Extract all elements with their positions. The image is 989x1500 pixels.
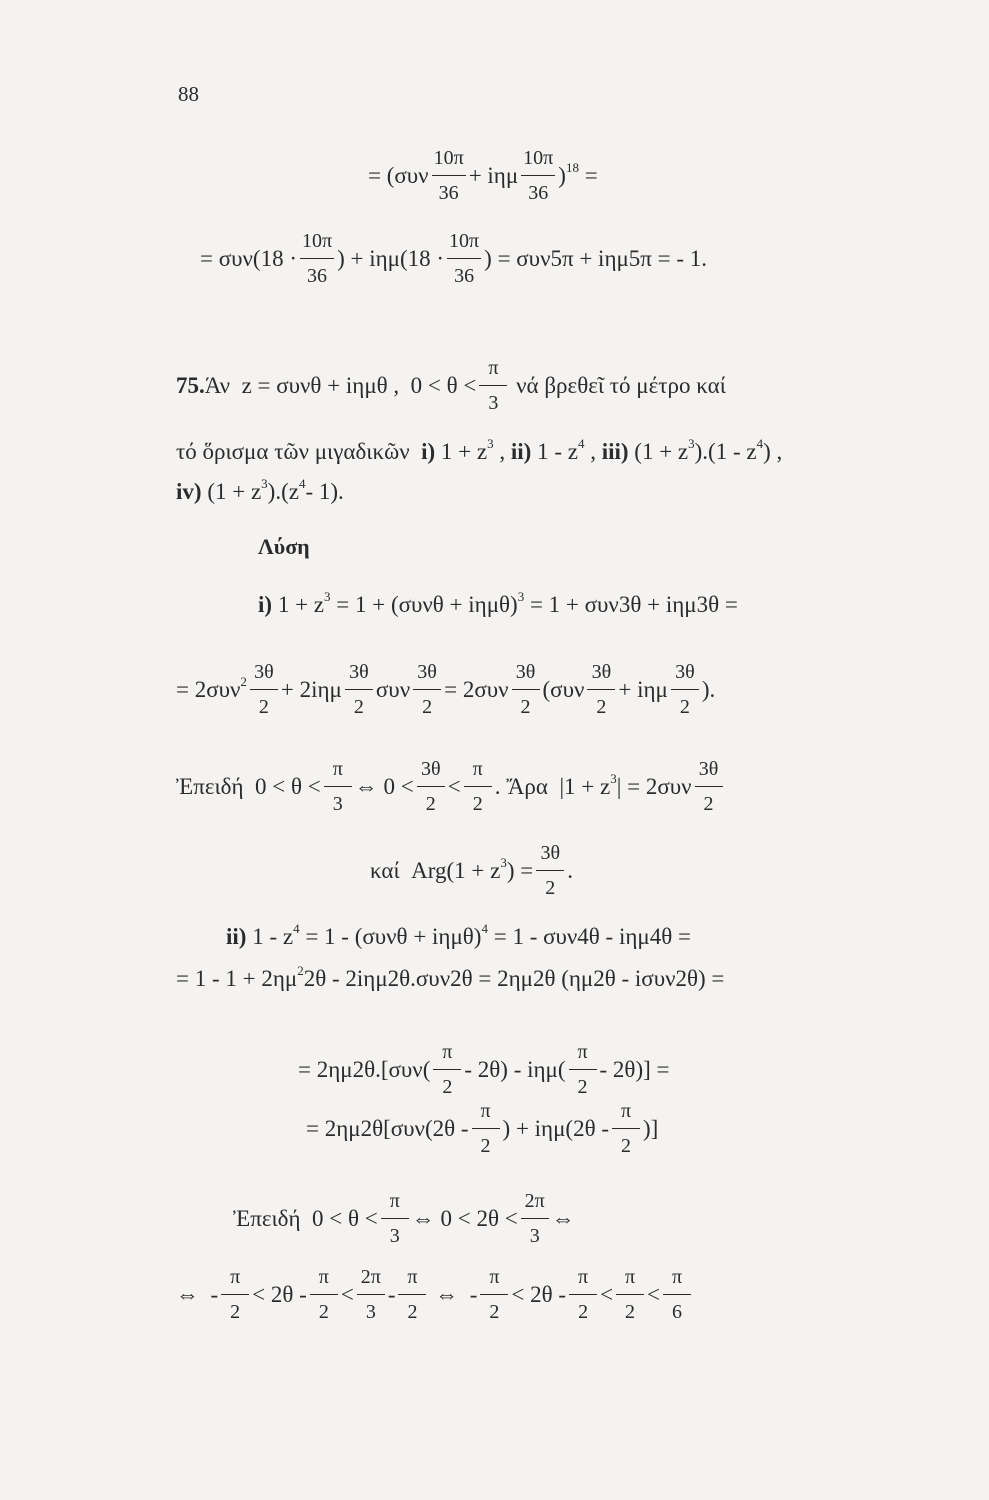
- page-number: 88: [178, 82, 199, 106]
- part-ii-line-6: ⇔ - $\frac{\pi}{2}$ < 2θ - $\frac{\pi}{2}$ < $\frac{2\pi}{3}$ - $\frac{\pi}{2}$ ⇔ - $\frac{\pi}{2}$ < 2θ - $\frac{\pi}{2}$ < $\frac{\pi}{2}$ < $\frac{\pi}{6}$: [176, 1267, 694, 1322]
- part-ii-line-3: = 2ημ2θ.[συν( $\frac{\pi}{2}$ - 2θ) - iημ( $\frac{\pi}{2}$ - 2θ)] =: [298, 1041, 670, 1098]
- part-i-line-3: Ἐπειδή 0 < θ < $\frac{\pi}{3}$ ⇔ 0 < $\frac{3\theta}{2}$ < $\frac{\pi}{2}$ . Ἄρα |1 + z $^3$ | = 2συν $\frac{3\theta}{2}$: [176, 759, 726, 814]
- fraction: $\frac{\pi}{3}$: [479, 358, 507, 413]
- problem-75-line-2: τό ὅρισμα τῶν μιγαδικῶν i) 1 + z $^3$ , ii) 1 - z $^4$ , iii) (1 + z $^3$ ).(1 - z $^4$ ) ,: [176, 436, 783, 464]
- part-ii-line-5: Ἐπειδή 0 < θ < $\frac{\pi}{3}$ ⇔ 0 < 2θ < $\frac{2\pi}{3}$ ⇔: [233, 1190, 575, 1247]
- problem-number: 75.: [176, 372, 205, 398]
- solution-heading: Λύση: [258, 534, 310, 559]
- part-i-line-2: = 2συν $^2$ $\frac{3\theta}{2}$ + 2iημ $\frac{3\theta}{2}$ συν $\frac{3\theta}{2}$ = 2συν $\frac{3\theta}{2}$ (συν $\frac{3\theta}{2}$ + iημ $\frac{3\theta}{2}$ ).: [176, 661, 716, 718]
- part-ii-line-1: ii) 1 - z $^4$ = 1 - (συνθ + iημθ) $^4$ = 1 - συν4θ - iημ4θ =: [226, 921, 691, 949]
- fraction: $\frac{10\pi}{36}$: [433, 147, 464, 204]
- problem-75-line-1: 75. Άν z = συνθ + iημθ , 0 < θ < $\frac{\pi}{3}$ νά βρεθεῖ τό μέτρο καί: [176, 357, 726, 414]
- fraction: $\frac{10\pi}{36}$: [449, 230, 480, 287]
- equation-line-2: = συν(18 · $\frac{10\pi}{36}$ ) + iημ(18 · $\frac{10\pi}{36}$ ) = συν5π + iημ5π = - 1.: [200, 230, 708, 287]
- problem-75-line-3: iv) (1 + z $^3$ ).(z $^4$ - 1).: [176, 476, 344, 504]
- part-i-line-4: καί Arg(1 + z $^3$ ) = $\frac{3\theta}{2}$ .: [370, 842, 573, 899]
- part-ii-line-4: = 2ημ2θ[συν(2θ - $\frac{\pi}{2}$ ) + iημ(2θ - $\frac{\pi}{2}$ )]: [306, 1100, 659, 1157]
- fraction: $\frac{10\pi}{36}$: [301, 230, 333, 287]
- part-ii-line-2: = 1 - 1 + 2ημ $^2$ 2θ - 2iημ2θ.συν2θ = 2ημ2θ (ημ2θ - iσυν2θ) =: [176, 963, 725, 991]
- fraction: $\frac{10\pi}{36}$: [523, 147, 554, 204]
- part-i-line-1: i) 1 + z $^3$ = 1 + (συνθ + iημθ) $^3$ = 1 + συν3θ + iημ3θ =: [258, 589, 738, 617]
- equation-line-1: = (συν $\frac{10\pi}{36}$ + iημ $\frac{10\pi}{36}$ ) $^{18}$ =: [368, 147, 598, 204]
